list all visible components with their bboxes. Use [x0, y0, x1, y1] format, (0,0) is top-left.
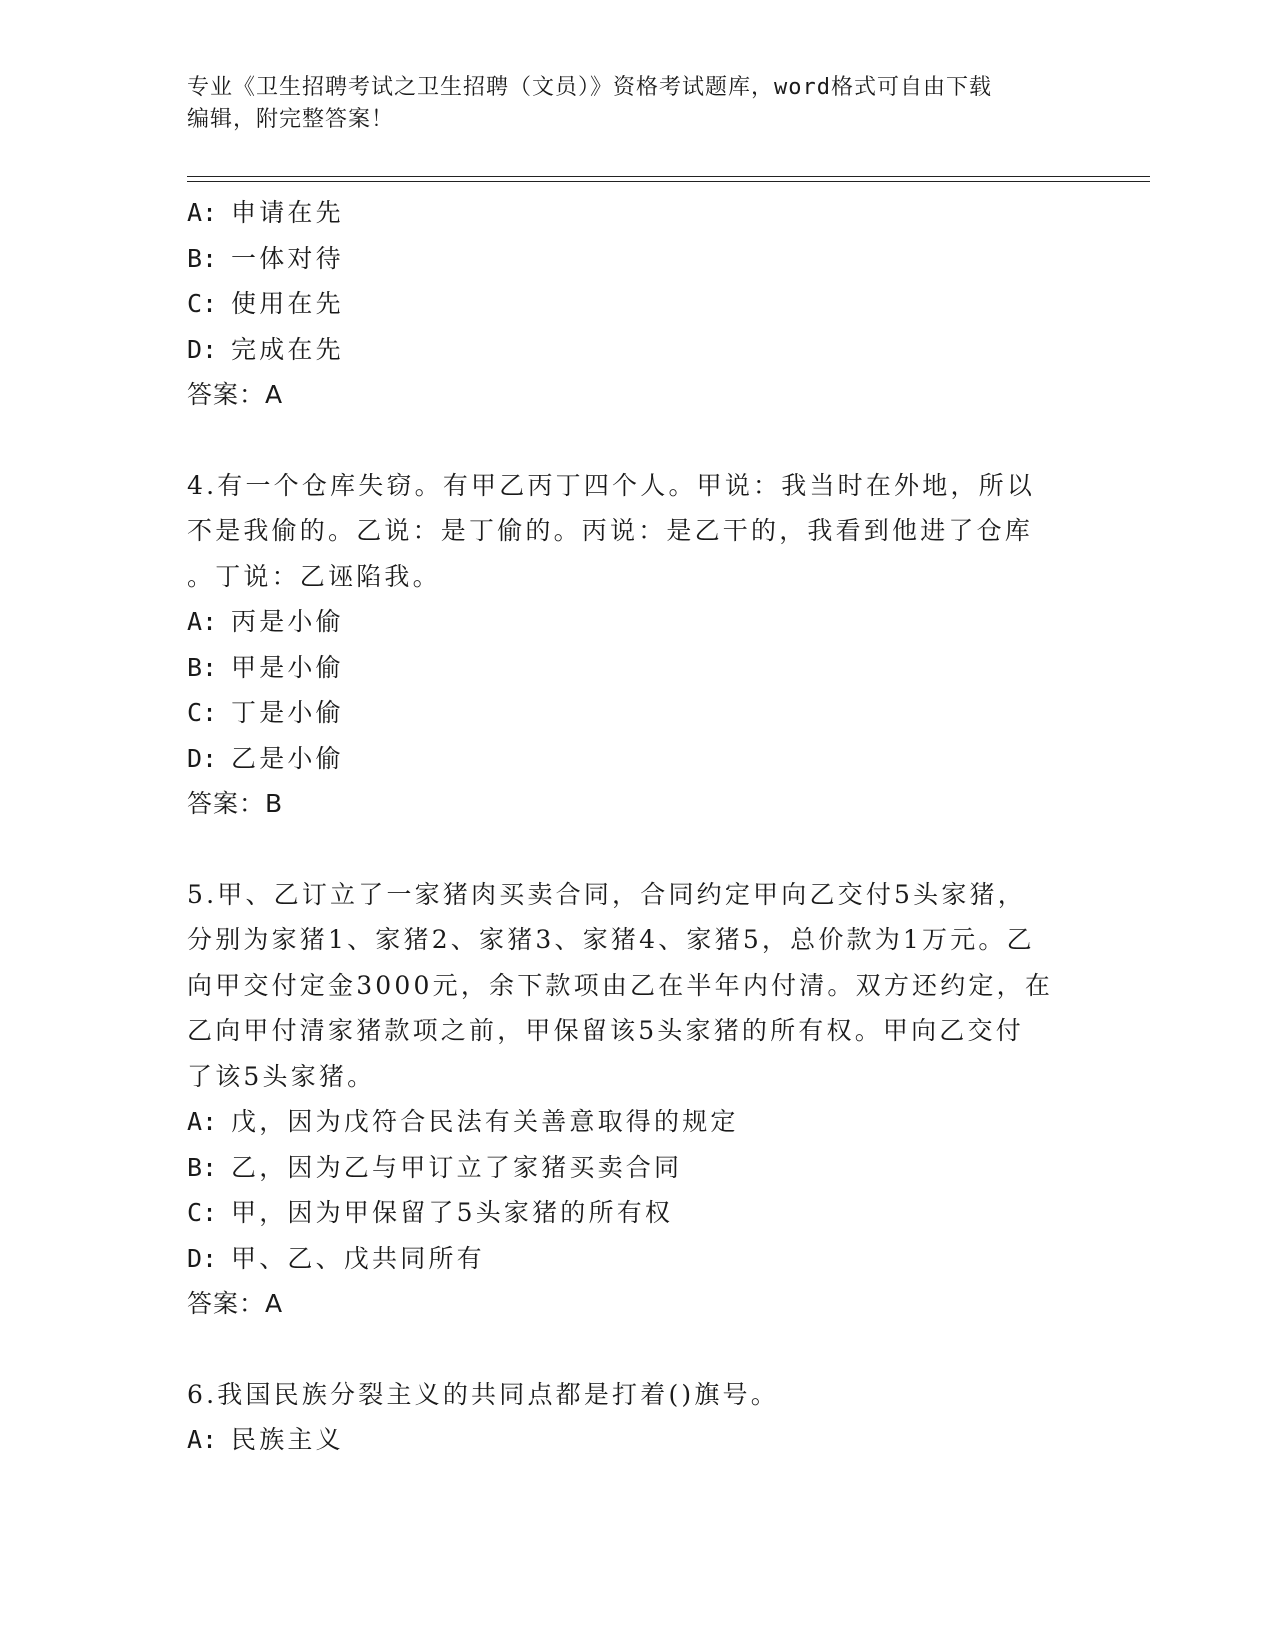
option-key: A: [187, 1107, 218, 1136]
stem-line: 分别为家猪1、家猪2、家猪3、家猪4、家猪5，总价款为1万元。乙 [187, 925, 1035, 954]
option-a [187, 1099, 1087, 1145]
stem-line: 5.甲、乙订立了一家猪肉买卖合同，合同约定甲向乙交付5头家猪， [187, 879, 1026, 909]
question-5 [187, 872, 1087, 1327]
option-key: A: [187, 1425, 218, 1454]
question-4 [187, 463, 1087, 827]
question-stem [187, 463, 1087, 600]
header-divider-top [187, 176, 1150, 177]
document-header [187, 72, 1067, 136]
option-key: A: [187, 198, 218, 227]
question-stem [187, 872, 1087, 1100]
option-text: 戊，因为戊符合民法有关善意取得的规定 [231, 1107, 739, 1136]
question-6 [187, 1372, 1087, 1463]
option-text: 乙是小偷 [231, 743, 344, 773]
option-a [187, 599, 1087, 645]
option-b [187, 236, 1087, 282]
option-key: D: [187, 743, 218, 773]
option-text: 甲，因为甲保留了5头家猪的所有权 [231, 1198, 674, 1227]
option-c [187, 690, 1087, 736]
option-key: B: [187, 243, 218, 273]
option-key: A: [187, 607, 218, 636]
stem-line: 。丁说：乙诬陷我。 [187, 561, 441, 591]
option-text: 丁是小偷 [231, 698, 344, 727]
option-text: 民族主义 [231, 1425, 344, 1454]
option-key: B: [187, 652, 218, 682]
option-d [187, 1236, 1087, 1282]
option-key: D: [187, 334, 218, 364]
stem-line: 乙向甲付清家猪款项之前，甲保留该5头家猪的所有权。甲向乙交付 [187, 1016, 1024, 1045]
option-d [187, 736, 1087, 782]
header-divider-bottom [187, 181, 1150, 182]
option-b [187, 645, 1087, 691]
stem-line: 6.我国民族分裂主义的共同点都是打着()旗号。 [187, 1379, 779, 1409]
option-text: 甲是小偷 [231, 652, 344, 682]
option-d [187, 327, 1087, 373]
option-text: 丙是小偷 [231, 607, 344, 636]
answer: 答案：A [187, 380, 284, 409]
option-text: 甲、乙、戊共同所有 [231, 1243, 485, 1273]
question-stem [187, 1372, 1087, 1418]
option-key: C: [187, 289, 218, 318]
option-key: B: [187, 1152, 218, 1182]
stem-line: 4.有一个仓库失窃。有甲乙丙丁四个人。甲说：我当时在外地，所以 [187, 470, 1036, 500]
header-line-1: 专业《卫生招聘考试之卫生招聘（文员）》资格考试题库，word格式可自由下载 [187, 75, 992, 100]
option-text: 使用在先 [231, 289, 344, 318]
option-text: 申请在先 [231, 198, 344, 227]
stem-line: 不是我偷的。乙说：是丁偷的。丙说：是乙干的，我看到他进了仓库 [187, 516, 1034, 545]
option-text: 乙，因为乙与甲订立了家猪买卖合同 [231, 1152, 683, 1182]
option-b [187, 1145, 1087, 1191]
option-a [187, 1417, 1087, 1463]
answer: 答案：A [187, 1289, 284, 1318]
option-text: 一体对待 [231, 243, 344, 273]
option-c [187, 1190, 1087, 1236]
question-3 [187, 190, 1087, 418]
option-c [187, 281, 1087, 327]
header-line-2: 编辑，附完整答案！ [187, 107, 395, 132]
answer: 答案：B [187, 789, 284, 818]
option-key: C: [187, 1198, 218, 1227]
stem-line: 向甲交付定金3000元，余下款项由乙在半年内付清。双方还约定，在 [187, 970, 1054, 1000]
stem-line: 了该5头家猪。 [187, 1061, 376, 1091]
option-key: C: [187, 698, 218, 727]
option-key: D: [187, 1243, 218, 1273]
option-text: 完成在先 [231, 334, 344, 364]
option-a [187, 190, 1087, 236]
question-list [187, 190, 1087, 1463]
